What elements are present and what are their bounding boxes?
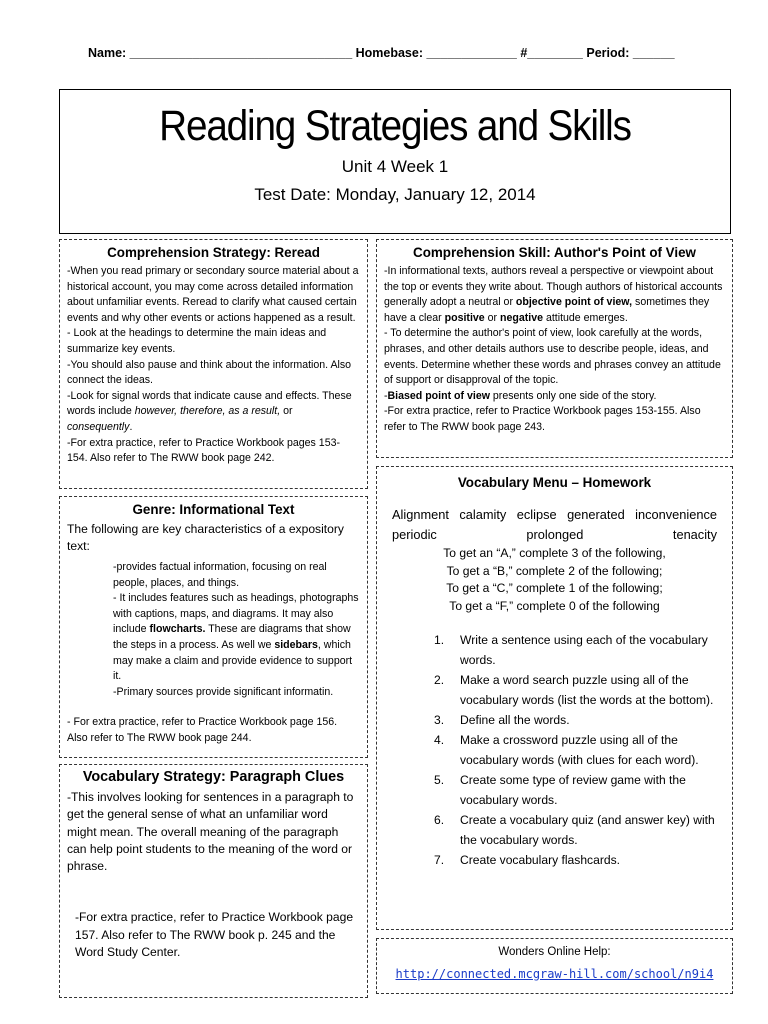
- pov-p1-g: attitude emerges.: [543, 311, 628, 324]
- genre-b2-e: , which may make a claim and provide evidence to support it.: [113, 638, 353, 683]
- vocab-strategy-practice: -For extra practice, refer to Practice Workbook page 157. Also refer to The RWW book p. 245 and the Word Study Center.: [75, 910, 354, 960]
- grade-f: To get a “F,” complete 0 of the following: [449, 598, 660, 613]
- item-number: 1.: [434, 633, 445, 648]
- term-flowcharts: flowcharts.: [149, 623, 206, 636]
- reread-p4-or: or: [280, 405, 293, 418]
- grade-requirements: [384, 545, 725, 615]
- grade-c: To get a “C,” complete 1 of the following;: [446, 581, 663, 596]
- genre-b2-a: - It includes features such as headings, photographs with captions, maps, and diagrams. It may also include: [113, 592, 359, 636]
- reread-paragraph-1: -When you read primary or secondary source material about a historical account, you may come across detailed information about unfamiliar events. Reread to clarify what caused certain events and why other events or actions happened as a result.: [67, 265, 359, 324]
- item-number: 7.: [434, 853, 445, 868]
- pov-paragraph-3: [384, 389, 725, 405]
- term-sidebars: sidebars: [274, 638, 318, 651]
- vocab-strategy-body: -This involves looking for sentences in a paragraph to get the general sense of what an unfamiliar word might mean. The overall meaning of the paragraph can help point students to the meaning of the word or phrase.: [67, 790, 354, 874]
- item-number: 6.: [434, 813, 445, 828]
- reread-strategy-box: [59, 239, 368, 489]
- grade-a: To get an “A,” complete 3 of the following,: [443, 546, 666, 560]
- item-text: Define all the words.: [460, 713, 570, 728]
- genre-intro-text: The following are key characteristics of a expository text:: [67, 522, 344, 553]
- item-text: Make a crossword puzzle using all of the vocabulary words (with clues for each word).: [460, 733, 699, 768]
- pov-p1-a: -In informational texts, authors reveal a perspective or viewpoint about the top or events they write about. Though authors of historical accounts generally adopt a neutral or: [384, 265, 723, 309]
- homework-options-list: [384, 630, 725, 870]
- item-number: 5.: [434, 773, 445, 788]
- pov-paragraph-2: - To determine the author's point of view, look carefully at the words, phrases, and other details authors use to describe people, ideas, and events. Determine whether these words and phrases convey an attitude of support or disapproval of the topic.: [384, 327, 721, 387]
- genre-intro: [67, 521, 360, 555]
- reread-paragraph-3: -You should also pause and think about the information. Also connect the ideas.: [67, 358, 352, 387]
- reread-p4-end: .: [129, 420, 133, 433]
- reread-p4-text: -Look for signal words that indicate cause and effects. These words include: [67, 389, 352, 418]
- point-of-view-box: [376, 239, 733, 458]
- pov-p3-dash: -: [384, 389, 388, 402]
- item-text: Create a vocabulary quiz (and answer key) with the vocabulary words.: [460, 813, 715, 848]
- item-number: 2.: [434, 673, 445, 688]
- reread-paragraph-4: [67, 389, 360, 436]
- unit-week: Unit 4 Week 1: [341, 157, 449, 177]
- title-box: [59, 89, 731, 234]
- list-item: [434, 850, 717, 870]
- vocab-strategy-heading: Vocabulary Strategy: Paragraph Clues: [82, 769, 345, 785]
- pov-paragraph-1: [384, 264, 725, 326]
- pov-p1-c: sometimes they have a clear: [384, 296, 710, 324]
- test-date: Test Date: Monday, January 12, 2014: [254, 185, 536, 205]
- pov-p1-e: or: [484, 311, 501, 324]
- list-item: [434, 730, 717, 770]
- genre-bullet-1: -provides factual information, focusing on real people, places, and things.: [113, 561, 327, 589]
- term-biased-pov: Biased point of view: [387, 389, 490, 402]
- item-text: Write a sentence using each of the vocabulary words.: [460, 633, 708, 668]
- term-negative: negative: [500, 311, 543, 324]
- item-text: Make a word search puzzle using all of the vocabulary words (list the words at the bottom).: [460, 673, 714, 708]
- item-text: Create vocabulary flashcards.: [460, 853, 620, 868]
- grade-b: To get a “B,” complete 2 of the following;: [446, 563, 663, 578]
- reread-paragraph-2: - Look at the headings to determine the main ideas and summarize key events.: [67, 327, 327, 355]
- item-text: Create some type of review game with the vocabulary words.: [460, 773, 686, 808]
- help-link[interactable]: http://connected.mcgraw-hill.com/school/n9i4: [395, 966, 714, 981]
- reread-heading: Comprehension Strategy: Reread: [107, 245, 320, 260]
- signal-words: however, therefore, as a result,: [134, 405, 281, 418]
- vocabulary-menu-box: [376, 466, 733, 930]
- genre-bullet-3: -Primary sources provide significant informatin.: [113, 685, 334, 698]
- term-objective-pov: objective point of view,: [515, 296, 633, 309]
- list-item: [434, 630, 717, 670]
- help-title: Wonders Online Help:: [498, 946, 611, 958]
- genre-bullet-2: [67, 591, 360, 685]
- pov-p3-text: presents only one side of the story.: [489, 389, 657, 402]
- list-item: [434, 770, 717, 810]
- pov-heading: Comprehension Skill: Author's Point of View: [413, 245, 696, 260]
- list-item: [434, 710, 717, 730]
- term-positive: positive: [444, 311, 485, 324]
- vocabulary-word-list: Alignment calamity eclipse generated inconvenience periodic prolonged tenacity: [392, 507, 717, 542]
- item-number: 4.: [434, 733, 445, 748]
- list-item: [434, 810, 717, 850]
- page-title: Reading Strategies and Skills: [159, 102, 631, 150]
- genre-box: [59, 496, 368, 758]
- item-number: 3.: [434, 713, 445, 728]
- online-help-box: [376, 938, 733, 994]
- signal-word-consequently: consequently: [67, 420, 130, 433]
- pov-practice: -For extra practice, refer to Practice Workbook pages 153-155. Also refer to The RWW book page 243.: [384, 405, 701, 433]
- menu-heading: Vocabulary Menu – Homework: [457, 475, 652, 490]
- list-item: [434, 670, 717, 710]
- genre-b2-c: These are diagrams that show the steps in a process. As well we: [113, 623, 351, 651]
- reread-practice: -For extra practice, refer to Practice Workbook pages 153-154. Also refer to The RWW book page 242.: [67, 436, 341, 465]
- vocabulary-strategy-box: [59, 764, 368, 998]
- student-info-line: Name: ________________________________ Homebase: _____________ #________ Period: ______: [88, 46, 675, 60]
- genre-heading: Genre: Informational Text: [132, 502, 295, 517]
- genre-practice: - For extra practice, refer to Practice Workbook page 156. Also refer to The RWW book page 244.: [67, 716, 338, 744]
